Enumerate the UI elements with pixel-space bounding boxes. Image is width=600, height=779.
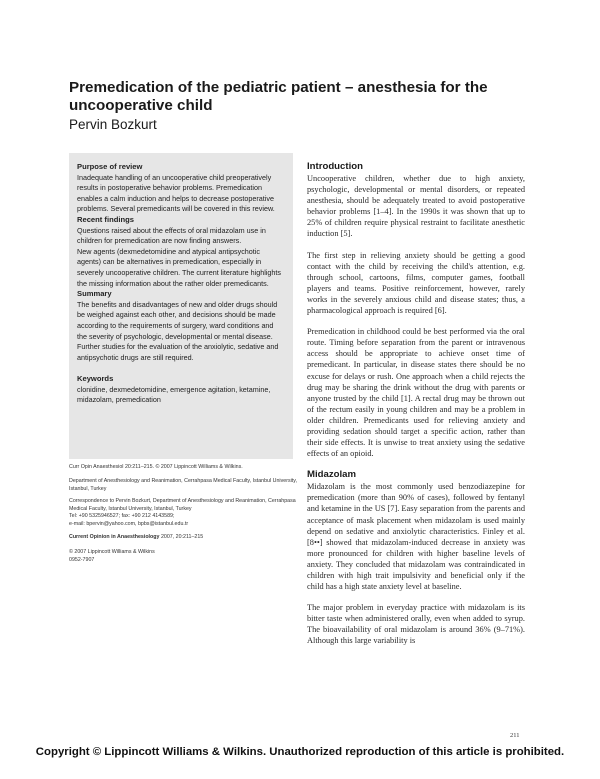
midazolam-paragraph-1: Midazolam is the most commonly used benzodiazepine for premedication (more than 90% of cases), followed by fentanyl and ketamine in the US [7]. Easy separation from the parents and acceptance of mask placement when midazolam is used mainly depend on sedative and anxiolytic characteristics. Finley et al. [8••] showed that midazolam-induced decrease in anxiety was more pronounced for children with higher baseline levels of anxiety. They concluded that midazolam was contraindicated in children with high trait impulsivity and beneficial only if the child has a high state anxiety level at baseline.	[307, 482, 525, 592]
purpose-heading: Purpose of review	[77, 162, 143, 171]
body-column	[307, 161, 525, 647]
intro-paragraph-1: Uncooperative children, whether due to high anxiety, psychologic, developmental or mental disorders, or repeated anesthesia, should be adequately treated to avoid postoperative behavior problems [1–4]. In the 1990s it was shown that up to 25% of children require physical restraint to facilitate anesthetic induction [5].	[307, 174, 525, 239]
midazolam-paragraph-2: The major problem in everyday practice with midazolam is its bitter taste when administered orally, even when added to syrup. The bioavailability of oral midazolam is around 36% (9–71%). Although this large variability is	[307, 603, 525, 646]
email: e-mail: bpervin@yahoo.com, bpbs@istanbul.edu.tr	[69, 520, 189, 527]
keywords-heading: Keywords	[77, 374, 114, 384]
midazolam-heading: Midazolam	[307, 469, 357, 481]
affiliation: Department of Anesthesiology and Reanimation, Cerrahpasa Medical Faculty, Istanbul University, Istanbul, Turkey	[69, 478, 297, 492]
intro-paragraph-3: Premedication in childhood could be best performed via the oral route. Timing before separation from the parent or intravenous access should be appropriate to achieve onset time of premedicant. In particular, in disease states there should be no excuse for delays or rush. One approach when a child rejects the drug may be sharing the drink without the drug with parents or anyone trusted by the child [1]. A rectal drug may be thrown out of the rectum easily in young children and may be a problem in older children. Premedicants used for relieving anxiety and providing sedation should target a specific action, rather than their side effects. It is unwise to treat anxiety using the sedative effects of an opioid.	[307, 327, 525, 459]
copyright-line: © 2007 Lippincott Williams & Wilkins	[69, 549, 155, 555]
page-number: 211	[510, 732, 520, 739]
abstract-box	[69, 153, 293, 459]
findings-text-2: New agents (dexmedetomidine and atypical antipsychotic agents) can be alternatives in premedication, especially in severely uncooperative children. The current literature highlights the missing information about the rather older premedicants.	[77, 246, 282, 288]
issn: 0952-7907	[69, 556, 95, 563]
correspondence: Correspondence to Pervin Bozkurt, Department of Anesthesiology and Reanimation, Cerrahpasa Medical Faculty, Istanbul University, Istanbul, Turkey	[69, 498, 296, 512]
journal-line	[69, 534, 299, 542]
copyright-block	[69, 549, 299, 564]
summary-heading: Summary	[77, 289, 112, 299]
intro-heading: Introduction	[307, 161, 363, 172]
journal-issue: 2007, 20:211–215	[160, 534, 204, 540]
keywords-text: clonidine, dexmedetomidine, emergence agitation, ketamine, midazolam, premedication	[77, 384, 271, 405]
purpose-text: Inadequate handling of an uncooperative child preoperatively results in postoperative behavior problems. Premedication enables a calm induction and helps to decrease postoperative problems. Several premedicants will be covered in this review.	[77, 172, 275, 214]
findings-text-1: Questions raised about the effects of oral midazolam use in children for premedication are now finding answers.	[77, 225, 266, 246]
correspondence-block	[69, 498, 299, 528]
contact: Tel: +90 5325946527; fax: +90 212 4143589;	[69, 513, 175, 520]
copyright-notice: Copyright © Lippincott Williams & Wilkins. Unauthorized reproduction of this article is prohibited.	[35, 746, 565, 758]
journal-name: Current Opinion in Anaesthesiology	[69, 534, 160, 540]
intro-paragraph-2: The first step in relieving anxiety should be getting a good contact with the child by receiving the child's attention, e.g. through school, cartoons, films, computer games, football players and teams. Positive reinforcement, however, rarely works in the severely anxious child and disease states; thus, a pharmacological approach is required [6].	[307, 250, 525, 316]
article-title: Premedication of the pediatric patient – anesthesia for the uncooperative child	[69, 79, 488, 114]
article-author: Pervin Bozkurt	[69, 117, 157, 132]
summary-text: The benefits and disadvantages of new and older drugs should be weighed against each other, and decisions should be made according to the requirements of surgery, ward conditions and the severity of psychologic, developmental or mental disease. Further studies for the evaluation of the anxiolytic, sedative and antipsychotic drugs are still required.	[77, 299, 279, 362]
citation: Curr Opin Anaesthesiol 20:211–215. © 2007 Lippincott Williams & Wilkins.	[69, 464, 243, 470]
findings-heading: Recent findings	[77, 214, 134, 224]
